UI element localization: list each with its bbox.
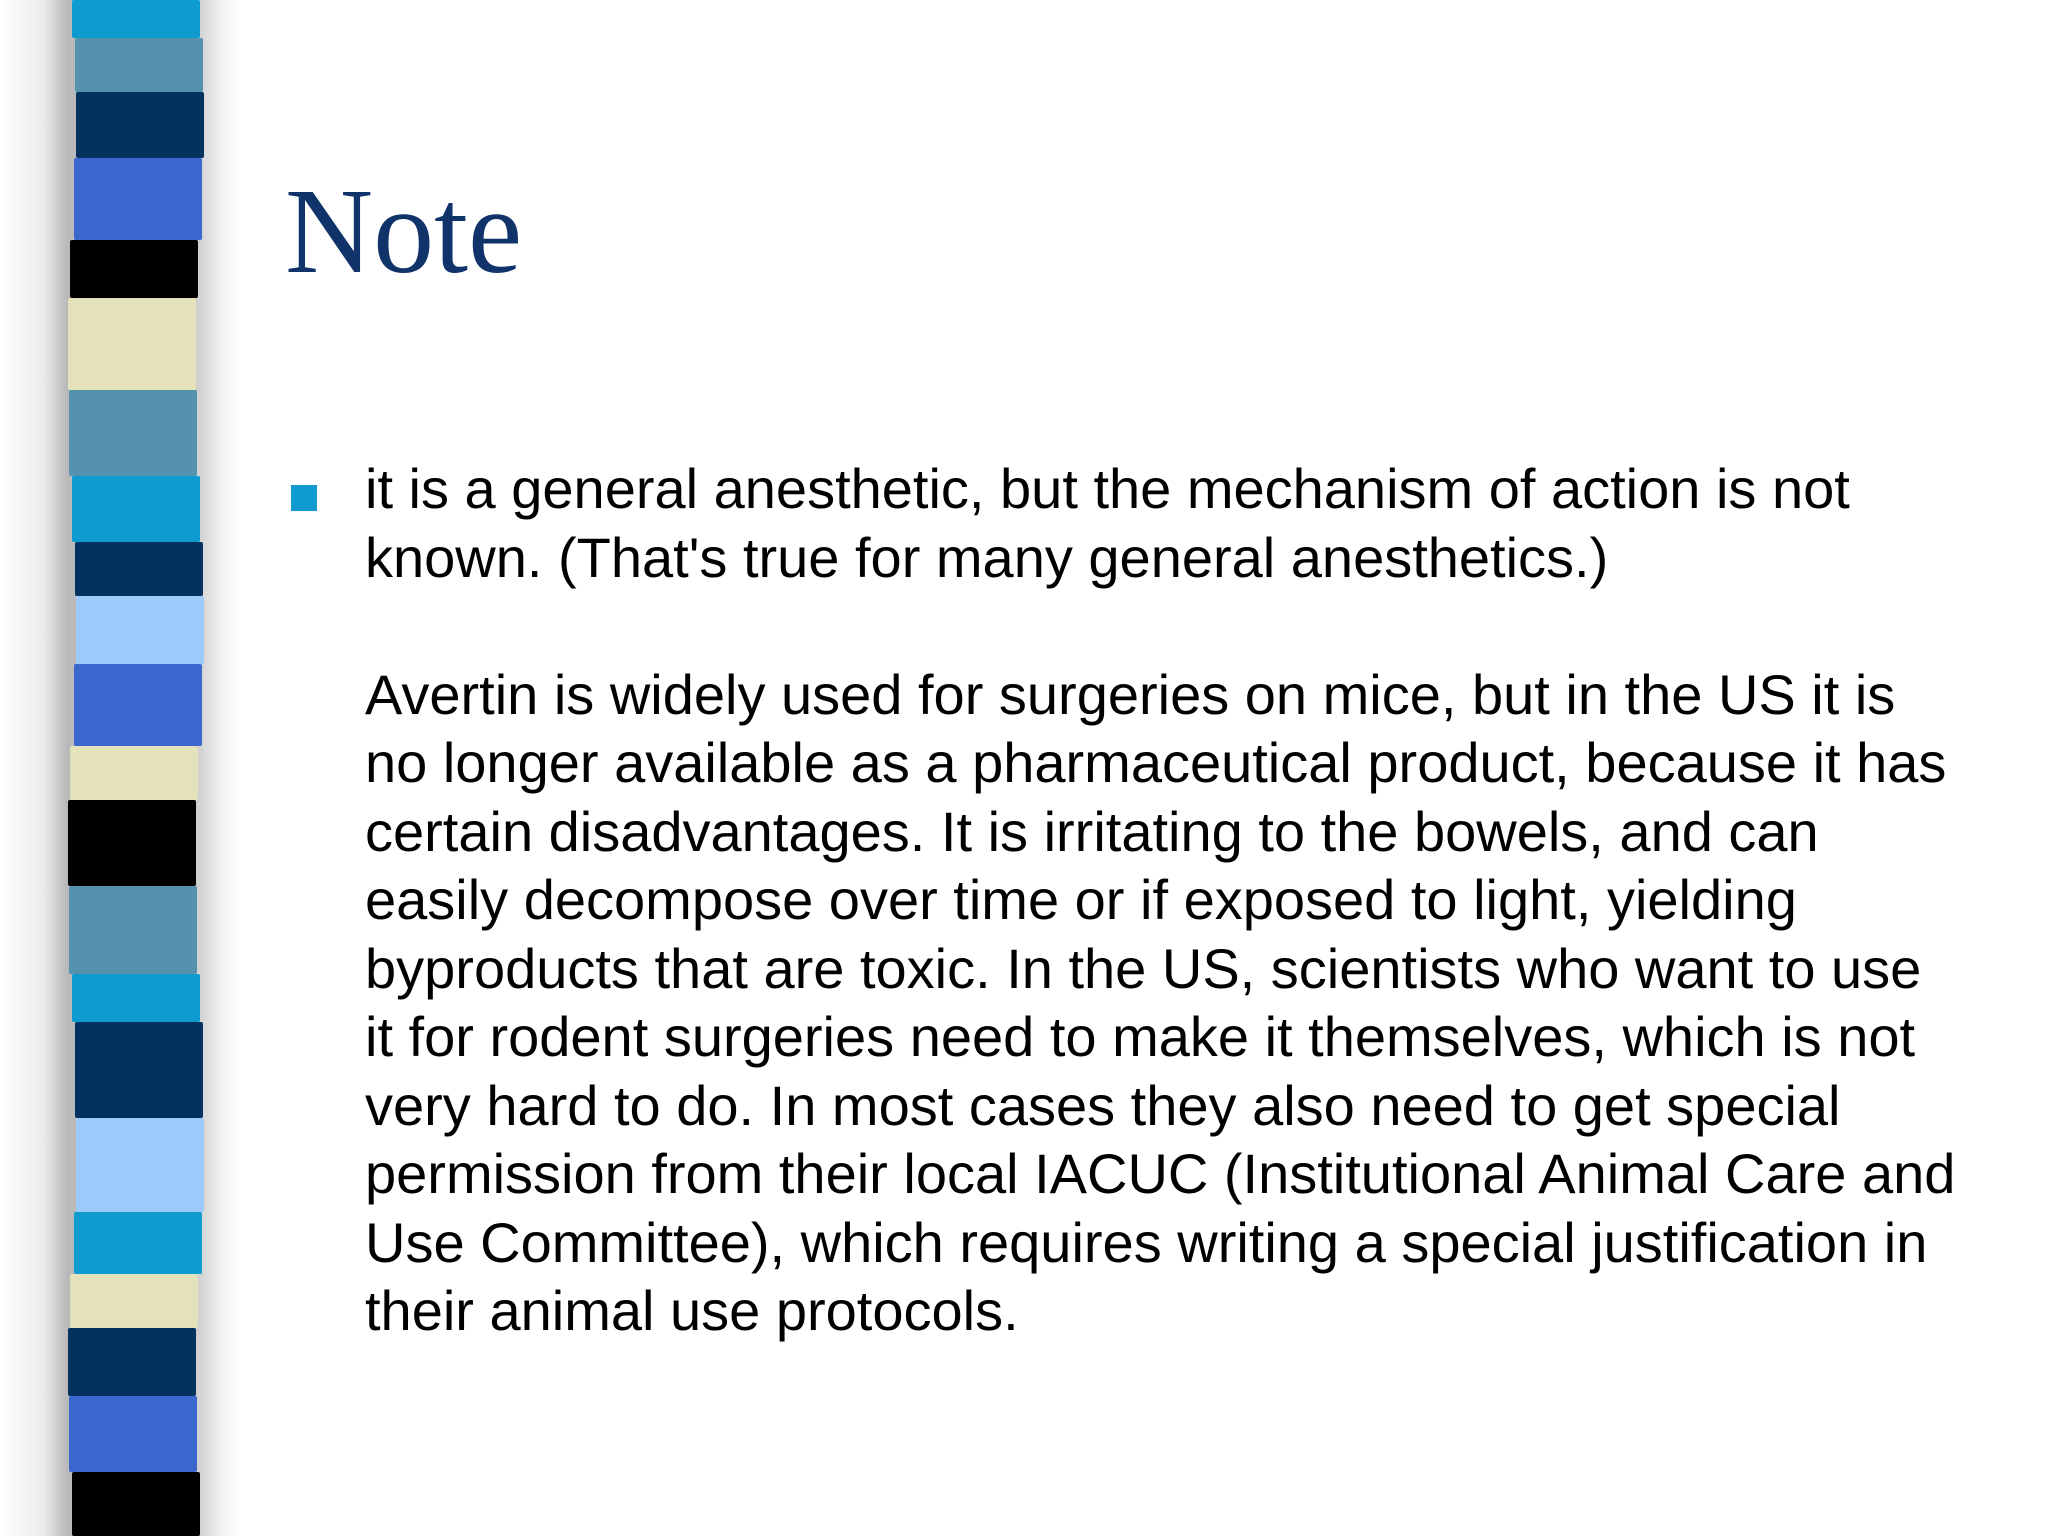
stripe-band <box>69 886 197 974</box>
bullet-item <box>285 455 2015 1346</box>
stripe-band <box>70 746 198 800</box>
stripe-band <box>76 596 204 664</box>
slide-content <box>285 455 2015 1346</box>
stripe-band <box>74 1212 202 1274</box>
bullet-text: it is a general anesthetic, but the mechanism of action is not known. (That's true for many general anesthetics.) Avertin is widely used for surgeries on mice, but in the US it is no longer available as a pharmaceutical product, because it has certain disadvantages. It is irritating to the bowels, and can easily decompose over time or if exposed to light, yielding byproducts that are toxic. In the US, scientists who want to use it for rodent surgeries need to make it themselves, which is not very hard to do. In most cases they also need to get special permission from their local IACUC (Institutional Animal Care and Use Committee), which requires writing a special justification in their animal use protocols. <box>365 457 1956 1342</box>
stripe-band <box>75 38 203 92</box>
slide-title: Note <box>285 164 523 299</box>
stripe-band <box>69 1396 197 1472</box>
stripe-band <box>74 158 202 240</box>
stripe-band <box>70 1274 198 1328</box>
stripe-band <box>70 240 198 298</box>
stripe-band <box>69 390 197 476</box>
stripe-band <box>72 476 200 542</box>
stripe-band <box>68 1328 196 1396</box>
decorative-stripe-bar <box>72 0 200 1536</box>
stripe-band <box>76 92 204 158</box>
stripe-band <box>76 1118 204 1212</box>
stripe-band <box>72 0 200 38</box>
stripe-band <box>72 1472 200 1536</box>
stripe-band <box>68 298 196 390</box>
stripe-band <box>75 1022 203 1118</box>
square-bullet-icon <box>291 485 317 511</box>
stripe-band <box>75 542 203 596</box>
stripe-band <box>74 664 202 746</box>
stripe-band <box>72 974 200 1022</box>
stripe-band <box>68 800 196 886</box>
